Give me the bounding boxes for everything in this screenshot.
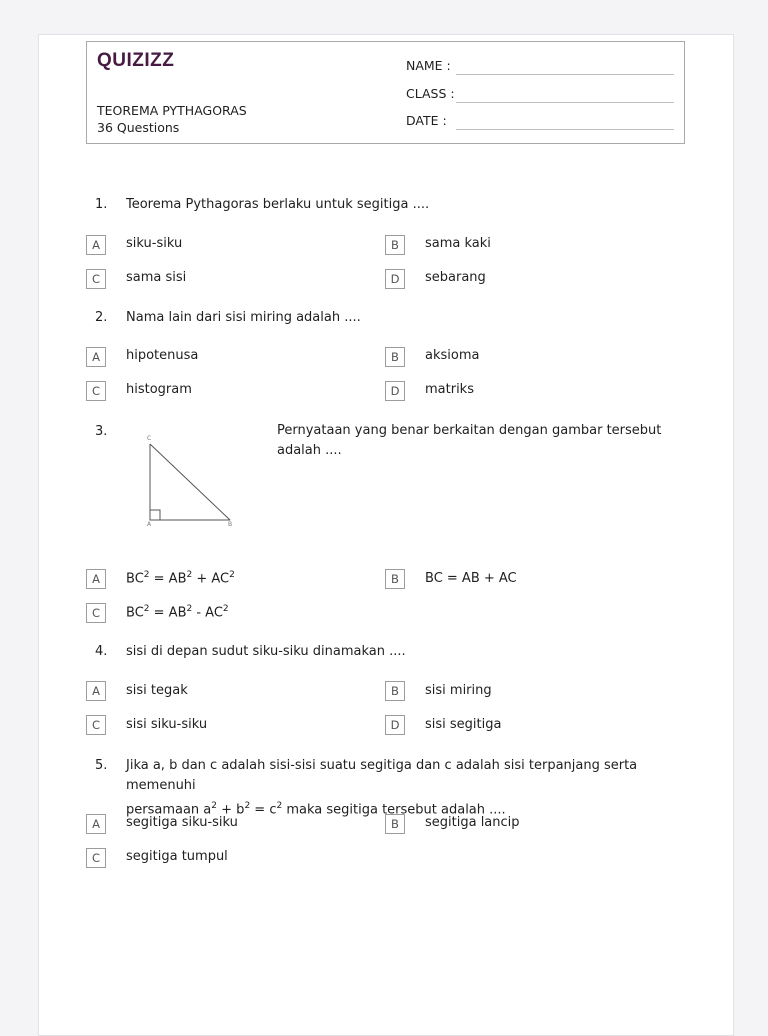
right-triangle-figure [126,420,266,554]
option-d-box[interactable]: D [385,381,405,401]
option-c-text: sama sisi [126,270,187,285]
question-text: Jika a, b dan c adalah sisi-sisi suatu segitiga dan c adalah sisi terpanjang serta memenuhi persamaan $a^2 + b^2 = c^2$ maka segitiga tersebut adalah .... [126,758,638,818]
question-number: 4. [95,644,108,659]
option-a-box[interactable]: A [86,347,106,367]
option-b-box[interactable]: B [385,681,405,701]
option-d-box[interactable]: D [385,715,405,735]
question-number: 2. [95,310,108,325]
vertex-c-label: C [147,435,152,442]
option-c-box[interactable]: C [86,381,106,401]
question-number: 5. [95,758,108,773]
option-a-box[interactable]: A [86,235,106,255]
option-b-text: BC = AB + AC [425,571,517,586]
question-count: 36 Questions [97,120,180,135]
option-d-text: matriks [425,382,474,397]
option-a-text: hipotenusa [126,348,199,363]
option-d-text: sebarang [425,270,486,285]
quizizz-logo: QUIZIZZ [97,50,175,71]
option-b-box[interactable]: B [385,235,405,255]
option-a-text: segitiga siku-siku [126,815,238,830]
option-b-box[interactable]: B [385,347,405,367]
option-a-box[interactable]: A [86,681,106,701]
option-a-text: siku-siku [126,236,183,251]
question-number: 3. [95,424,108,439]
option-c-box[interactable]: C [86,603,106,623]
option-c-box[interactable]: C [86,269,106,289]
vertex-a-label: A [147,521,152,528]
question-text: Nama lain dari sisi miring adalah .... [126,310,361,325]
option-c-text: $BC^2 = AB^2 - AC^2$ [126,604,229,621]
option-a-text: $BC^2 = AB^2 + AC^2$ [126,570,235,587]
option-c-box[interactable]: C [86,848,106,868]
option-a-text: sisi tegak [126,683,188,698]
option-b-box[interactable]: B [385,814,405,834]
option-d-box[interactable]: D [385,269,405,289]
option-c-text: histogram [126,382,192,397]
option-b-text: aksioma [425,348,480,363]
option-a-box[interactable]: A [86,814,106,834]
option-c-box[interactable]: C [86,715,106,735]
question-text: Pernyataan yang benar berkaitan dengan gambar tersebut adalah .... [277,423,662,458]
option-b-box[interactable]: B [385,569,405,589]
option-d-text: sisi segitiga [425,717,502,732]
option-c-text: segitiga tumpul [126,849,228,864]
date-field[interactable] [456,129,674,130]
option-b-text: sisi miring [425,683,492,698]
worksheet-header [86,41,685,144]
class-label: CLASS : [406,86,455,101]
question-text: Teorema Pythagoras berlaku untuk segitiga .... [126,197,430,212]
question-text: sisi di depan sudut siku-siku dinamakan .... [126,644,406,659]
date-label: DATE : [406,113,447,128]
question-number: 1. [95,197,108,212]
name-label: NAME : [406,58,451,73]
vertex-b-label: B [228,521,233,528]
triangle-diagram [126,420,266,554]
option-b-text: sama kaki [425,236,491,251]
class-field[interactable] [456,102,674,103]
option-a-box[interactable]: A [86,569,106,589]
quiz-title: TEOREMA PYTHAGORAS [97,103,247,118]
name-field[interactable] [456,74,674,75]
option-c-text: sisi siku-siku [126,717,208,732]
option-b-text: segitiga lancip [425,815,520,830]
